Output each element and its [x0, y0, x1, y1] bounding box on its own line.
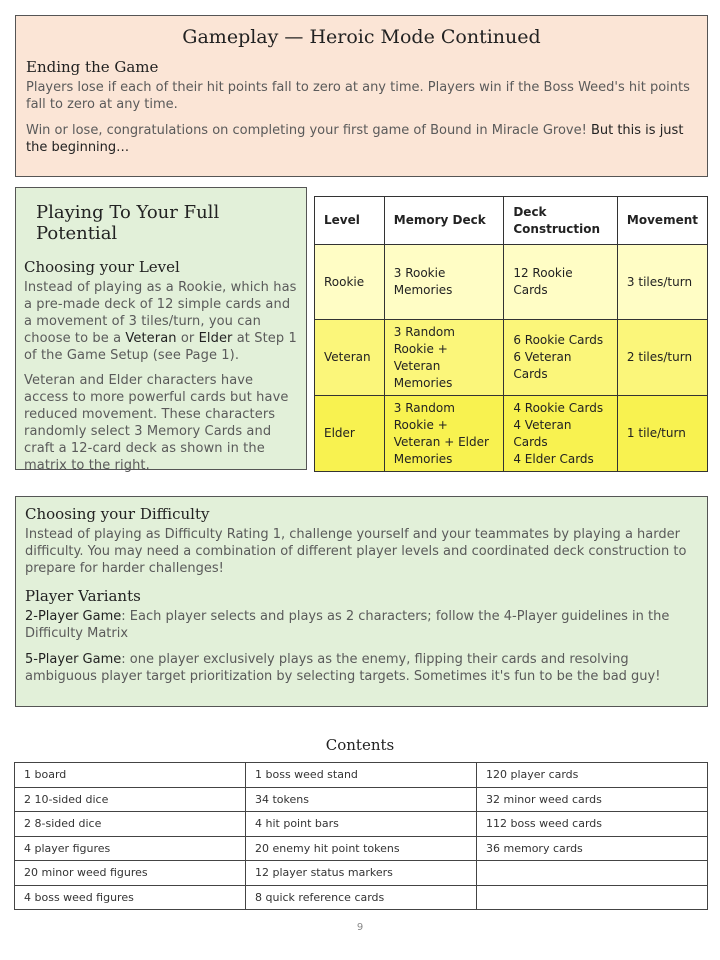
- contents-cell: 20 minor weed figures: [15, 861, 246, 886]
- contents-cell: [477, 885, 708, 910]
- potential-section: [15, 187, 307, 473]
- contents-cell: 36 memory cards: [477, 836, 708, 861]
- level-cell: 3 Random Rookie + Veteran Memories: [384, 320, 504, 396]
- difficulty-paragraph: Instead of playing as Difficulty Rating 1, challenge yourself and your teammates by playing a harder difficulty. You may need a combination of different player levels and coordinated deck construction to prepare for harder challenges!: [25, 527, 687, 576]
- table-row: [15, 885, 708, 910]
- gameplay-title: Gameplay — Heroic Mode Continued: [182, 26, 541, 48]
- level-row-veteran: [315, 320, 708, 396]
- two-player-paragraph: [25, 608, 698, 642]
- level-cell: 6 Rookie Cards 6 Veteran Cards: [504, 320, 618, 396]
- ending-paragraph-2-bold: But this is just the beginning…: [26, 123, 684, 155]
- level-p1-veteran: Veteran: [125, 331, 177, 346]
- contents-cell: 4 boss weed figures: [15, 885, 246, 910]
- two-player-label: 2-Player Game: [25, 609, 122, 624]
- contents-table: [14, 762, 708, 910]
- contents-cell: 8 quick reference cards: [246, 885, 477, 910]
- table-row: [15, 787, 708, 812]
- level-cell: 2 tiles/turn: [617, 320, 707, 396]
- contents-cell: 32 minor weed cards: [477, 787, 708, 812]
- level-header-memory: Memory Deck: [384, 197, 504, 245]
- level-p1-a: Instead of playing as a Rookie, which has a pre-made deck of 12 simple cards and a movement of 3 tiles/turn, you can choose to be a: [24, 280, 297, 346]
- level-cell: Elder: [315, 396, 385, 472]
- contents-cell: 1 board: [15, 763, 246, 788]
- table-row: [15, 812, 708, 837]
- contents-cell: 4 player figures: [15, 836, 246, 861]
- level-heading: Choosing your Level: [24, 258, 180, 276]
- contents-cell: 2 10-sided dice: [15, 787, 246, 812]
- contents-title: Contents: [325, 736, 395, 754]
- level-row-elder: [315, 396, 708, 472]
- page-number: 9: [356, 922, 364, 933]
- contents-cell: 120 player cards: [477, 763, 708, 788]
- level-cell: 1 tile/turn: [617, 396, 707, 472]
- contents-cell: 34 tokens: [246, 787, 477, 812]
- contents-cell: 2 8-sided dice: [15, 812, 246, 837]
- ending-paragraph-2-text: Win or lose, congratulations on completing your first game of Bound in Miracle Grove!: [26, 123, 591, 138]
- ending-paragraph-1: Players lose if each of their hit points fall to zero at any time. Players win if the Boss Weed's hit points fall to zero at any time.: [26, 80, 690, 112]
- level-matrix-table: [314, 196, 708, 472]
- gameplay-section: [15, 15, 708, 177]
- level-cell: 3 Random Rookie + Veteran + Elder Memories: [384, 396, 504, 472]
- level-cell: 12 Rookie Cards: [504, 245, 618, 320]
- contents-cell: 4 hit point bars: [246, 812, 477, 837]
- level-paragraph-1: [24, 279, 298, 364]
- difficulty-section: [15, 496, 708, 707]
- level-cell: Rookie: [315, 245, 385, 320]
- contents-cell: 12 player status markers: [246, 861, 477, 886]
- five-player-label: 5-Player Game: [25, 652, 122, 667]
- five-player-paragraph: [25, 651, 698, 685]
- level-table-header-row: [315, 197, 708, 245]
- level-header-movement: Movement: [617, 197, 707, 245]
- level-cell: Veteran: [315, 320, 385, 396]
- contents-cell: 20 enemy hit point tokens: [246, 836, 477, 861]
- table-row: [15, 763, 708, 788]
- level-paragraph-2: Veteran and Elder characters have access to more powerful cards but have reduced movement. These characters randomly select 3 Memory Cards and craft a 12-card deck as shown in the matrix to the right.: [24, 373, 289, 473]
- table-row: [15, 836, 708, 861]
- level-header-construction: Deck Construction: [504, 197, 618, 245]
- level-p1-elder: Elder: [198, 331, 233, 346]
- variants-heading: Player Variants: [25, 587, 141, 605]
- level-cell: 3 tiles/turn: [617, 245, 707, 320]
- level-row-rookie: [315, 245, 708, 320]
- contents-cell: 112 boss weed cards: [477, 812, 708, 837]
- ending-heading: Ending the Game: [26, 58, 159, 76]
- five-player-text: : one player exclusively plays as the enemy, flipping their cards and resolving ambiguous player target prioritization by selecting targets. Sometimes it's fun to be the bad guy!: [25, 652, 661, 684]
- contents-cell: [477, 861, 708, 886]
- level-p1-b: at Step 1 of the Game Setup (see Page 1).: [24, 331, 297, 363]
- level-cell: 3 Rookie Memories: [384, 245, 504, 320]
- level-cell: 4 Rookie Cards 4 Veteran Cards 4 Elder Cards: [504, 396, 618, 472]
- difficulty-heading: Choosing your Difficulty: [25, 505, 210, 523]
- potential-title: Playing To Your Full Potential: [36, 202, 220, 244]
- table-row: [15, 861, 708, 886]
- level-header-level: Level: [315, 197, 385, 245]
- ending-paragraph-2: [26, 122, 697, 156]
- two-player-text: : Each player selects and plays as 2 characters; follow the 4-Player guidelines in the Difficulty Matrix: [25, 609, 670, 641]
- contents-cell: 1 boss weed stand: [246, 763, 477, 788]
- level-p1-or: or: [176, 331, 199, 346]
